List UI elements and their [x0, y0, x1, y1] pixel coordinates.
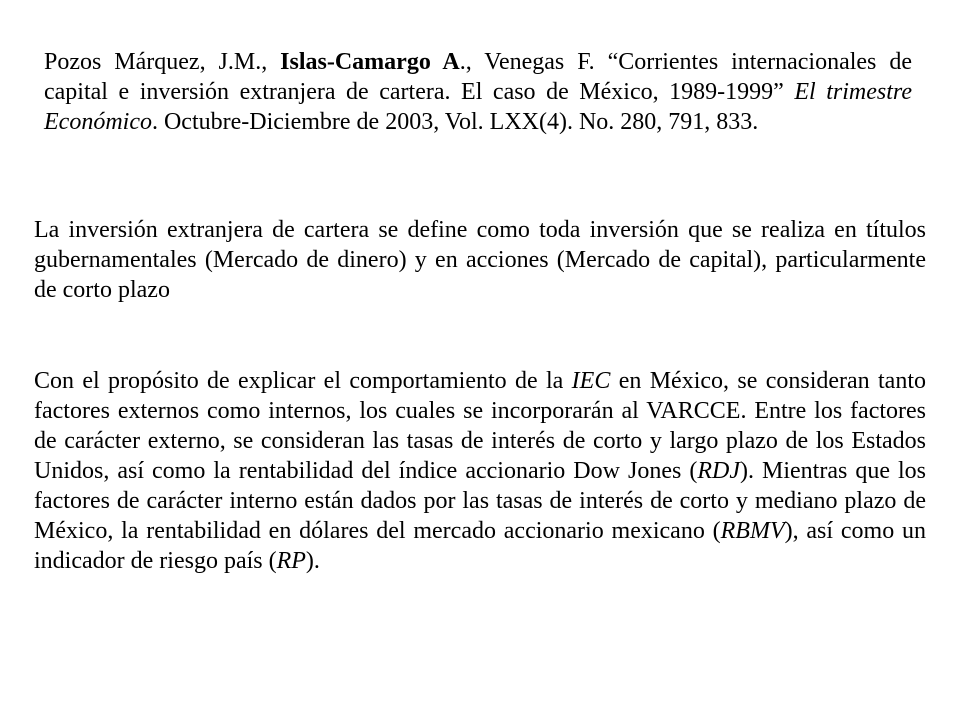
explanation-paragraph — [34, 366, 926, 576]
explanation-text-5: ). — [305, 548, 320, 574]
term-rp: RP — [276, 548, 306, 574]
definition-paragraph: La inversión extranjera de cartera se define como toda inversión que se realiza en títulos gubernamentales (Mercado de dinero) y en acciones (Mercado de capital), particularmente de corto plazo — [34, 217, 926, 303]
citation-author-bold: Islas-Camargo A — [280, 49, 460, 75]
term-rdj: RDJ — [697, 458, 740, 484]
explanation-text-4: ), así como un indicador de riesgo país ( — [34, 518, 926, 574]
citation-title: “Corrientes internacionales de capital e inversión extranjera de cartera. El caso de México, 1989-1999” — [44, 49, 912, 105]
citation-paragraph — [44, 47, 912, 137]
citation-journal: El trimestre Económico — [44, 79, 913, 135]
term-iec: IEC — [571, 368, 611, 394]
explanation-text-1: Con el propósito de explicar el comportamiento de la — [34, 368, 572, 394]
citation-space — [784, 79, 795, 105]
citation-details: . Octubre-Diciembre de 2003, Vol. LXX(4). No. 280, 791, 833. — [151, 109, 759, 135]
citation-authors-end: ., Venegas F. — [459, 49, 608, 75]
explanation-text-3: ). Mientras que los factores de carácter interno están dados por las tasas de interés de corto y mediano plazo de México, la rentabilidad en dólares del mercado accionario mexicano ( — [34, 458, 926, 544]
explanation-text-2: en México, se consideran tanto factores externos como internos, los cuales se incorporarán al VARCCE. Entre los factores de carácter externo, se consideran las tasas de interés de corto y largo plazo de los Estados Unidos, así como la rentabilidad del índice accionario Dow Jones ( — [34, 368, 926, 484]
term-rbmv: RBMV — [720, 518, 785, 544]
citation-authors-start: Pozos Márquez, J.M., — [44, 49, 281, 75]
